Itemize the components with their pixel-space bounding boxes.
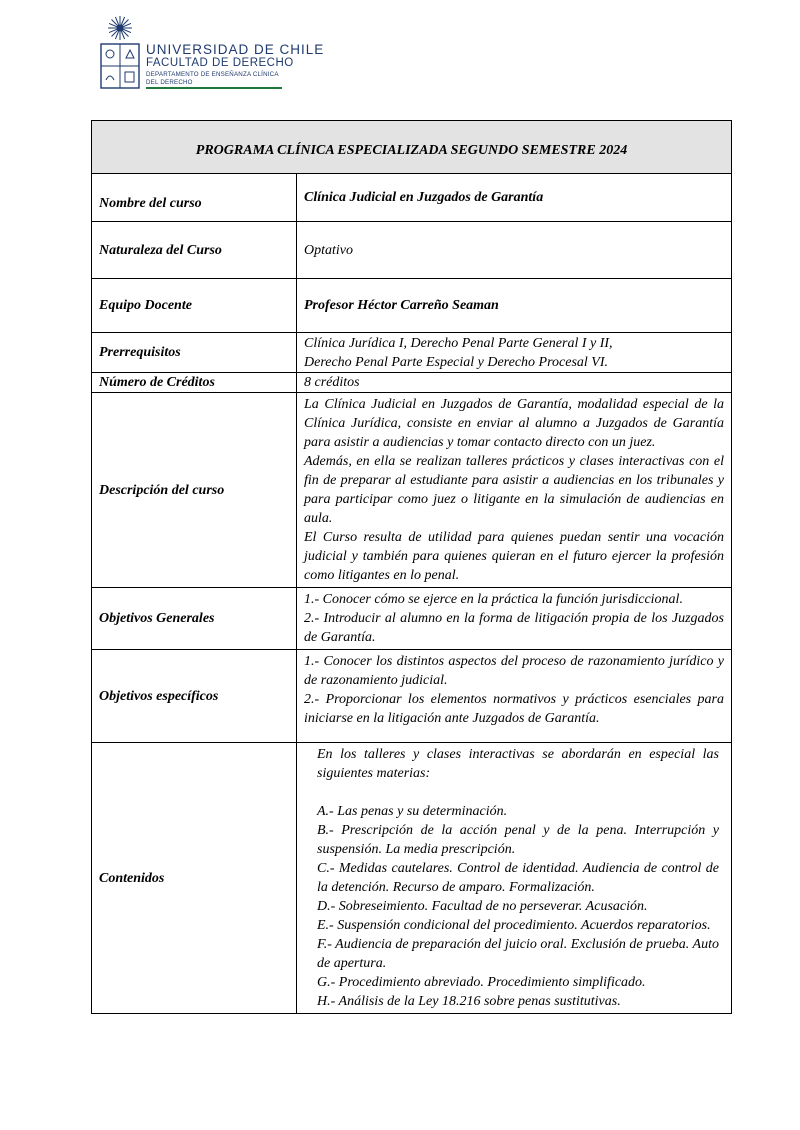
description-paragraph: Además, en ella se realizan talleres prácticos y clases interactivas con el fin de preparar al estudiante para asistir a audiencias en los tribunales y para participar como juez o litigante en la simulación de audiencias en aula. xyxy=(304,454,724,526)
description-value xyxy=(297,393,732,588)
table-row xyxy=(92,174,732,222)
contents-item: B.- Prescripción de la acción penal y de la pena. Interrupción y suspensión. La media prescripción. xyxy=(317,823,719,857)
table-row xyxy=(92,650,732,743)
program-title: PROGRAMA CLÍNICA ESPECIALIZADA SEGUNDO SEMESTRE 2024 xyxy=(92,121,732,174)
contents-item: D.- Sobreseimiento. Facultad de no perseverar. Acusación. xyxy=(317,899,648,914)
prereq-line: Clínica Jurídica I, Derecho Penal Parte General I y II, xyxy=(304,335,613,351)
prereq-label: Prerrequisitos xyxy=(92,333,297,373)
contents-item: C.- Medidas cautelares. Control de identidad. Audiencia de control de la detención. Recurso de amparo. Formalización. xyxy=(317,861,719,895)
table-row xyxy=(92,743,732,1014)
objective-item: 2.- Proporcionar los elementos normativos y prácticos esenciales para iniciarse en la litigación ante Juzgados de Garantía. xyxy=(304,692,724,726)
objective-item: 2.- Introducir al alumno en la forma de litigación propia de los Juzgados de Garantía. xyxy=(304,611,724,645)
credits-label: Número de Créditos xyxy=(92,373,297,393)
table-row xyxy=(92,588,732,650)
description-paragraph: La Clínica Judicial en Juzgados de Garantía, modalidad especial de la Clínica Jurídica, consiste en enviar al alumno a Juzgados de Garantía para asistir a audiencias y tomar contacto directo con un juez. xyxy=(304,397,724,450)
description-label: Descripción del curso xyxy=(92,393,297,588)
contents-item: G.- Procedimiento abreviado. Procedimiento simplificado. xyxy=(317,975,646,990)
prereq-value xyxy=(297,333,732,373)
specific-objectives-value xyxy=(297,650,732,743)
credits-value: 8 créditos xyxy=(297,373,732,393)
spacer xyxy=(317,783,719,802)
table-row xyxy=(92,279,732,333)
team-label: Equipo Docente xyxy=(92,279,297,333)
contents-value xyxy=(297,743,732,1014)
course-name-label: Nombre del curso xyxy=(92,174,297,222)
table-row xyxy=(92,333,732,373)
header-divider xyxy=(146,87,282,89)
page-header xyxy=(98,14,325,92)
team-value: Profesor Héctor Carreño Seaman xyxy=(297,279,732,333)
department-name-line1: DEPARTAMENTO DE ENSEÑANZA CLÍNICA xyxy=(146,71,279,78)
faculty-name: FACULTAD DE DERECHO xyxy=(146,57,294,69)
general-objectives-value xyxy=(297,588,732,650)
contents-item: A.- Las penas y su determinación. xyxy=(317,804,508,819)
general-objectives-label: Objetivos Generales xyxy=(92,588,297,650)
table-row xyxy=(92,222,732,279)
objective-item: 1.- Conocer los distintos aspectos del proceso de razonamiento jurídico y de razonamiento judicial. xyxy=(304,654,724,688)
prereq-line: Derecho Penal Parte Especial y Derecho Procesal VI. xyxy=(304,354,609,370)
specific-objectives-label: Objetivos específicos xyxy=(92,650,297,743)
objective-item: 1.- Conocer cómo se ejerce en la práctica la función jurisdiccional. xyxy=(304,592,683,607)
program-table xyxy=(91,120,732,1014)
contents-item: F.- Audiencia de preparación del juicio oral. Exclusión de prueba. Auto de apertura. xyxy=(317,937,719,971)
contents-item: H.- Análisis de la Ley 18.216 sobre penas sustitutivas. xyxy=(317,994,621,1009)
contents-intro: En los talleres y clases interactivas se abordarán en especial las siguientes materias: xyxy=(317,747,719,781)
table-row xyxy=(92,393,732,588)
university-name: UNIVERSIDAD DE CHILE xyxy=(146,42,325,57)
table-title-row xyxy=(92,121,732,174)
table-row xyxy=(92,373,732,393)
description-paragraph: El Curso resulta de utilidad para quienes puedan sentir una vocación judicial y también para quienes quieran en el futuro ejercer la profesión como litigantes en lo penal. xyxy=(304,530,724,583)
institution-name xyxy=(146,42,324,86)
contents-label: Contenidos xyxy=(92,743,297,1014)
nature-value: Optativo xyxy=(297,222,732,279)
contents-item: E.- Suspensión condicional del procedimiento. Acuerdos reparatorios. xyxy=(317,918,711,933)
department-name-line2: DEL DERECHO xyxy=(146,79,193,86)
nature-label: Naturaleza del Curso xyxy=(92,222,297,279)
university-crest-icon xyxy=(98,14,142,90)
course-name-value: Clínica Judicial en Juzgados de Garantía xyxy=(297,174,732,222)
